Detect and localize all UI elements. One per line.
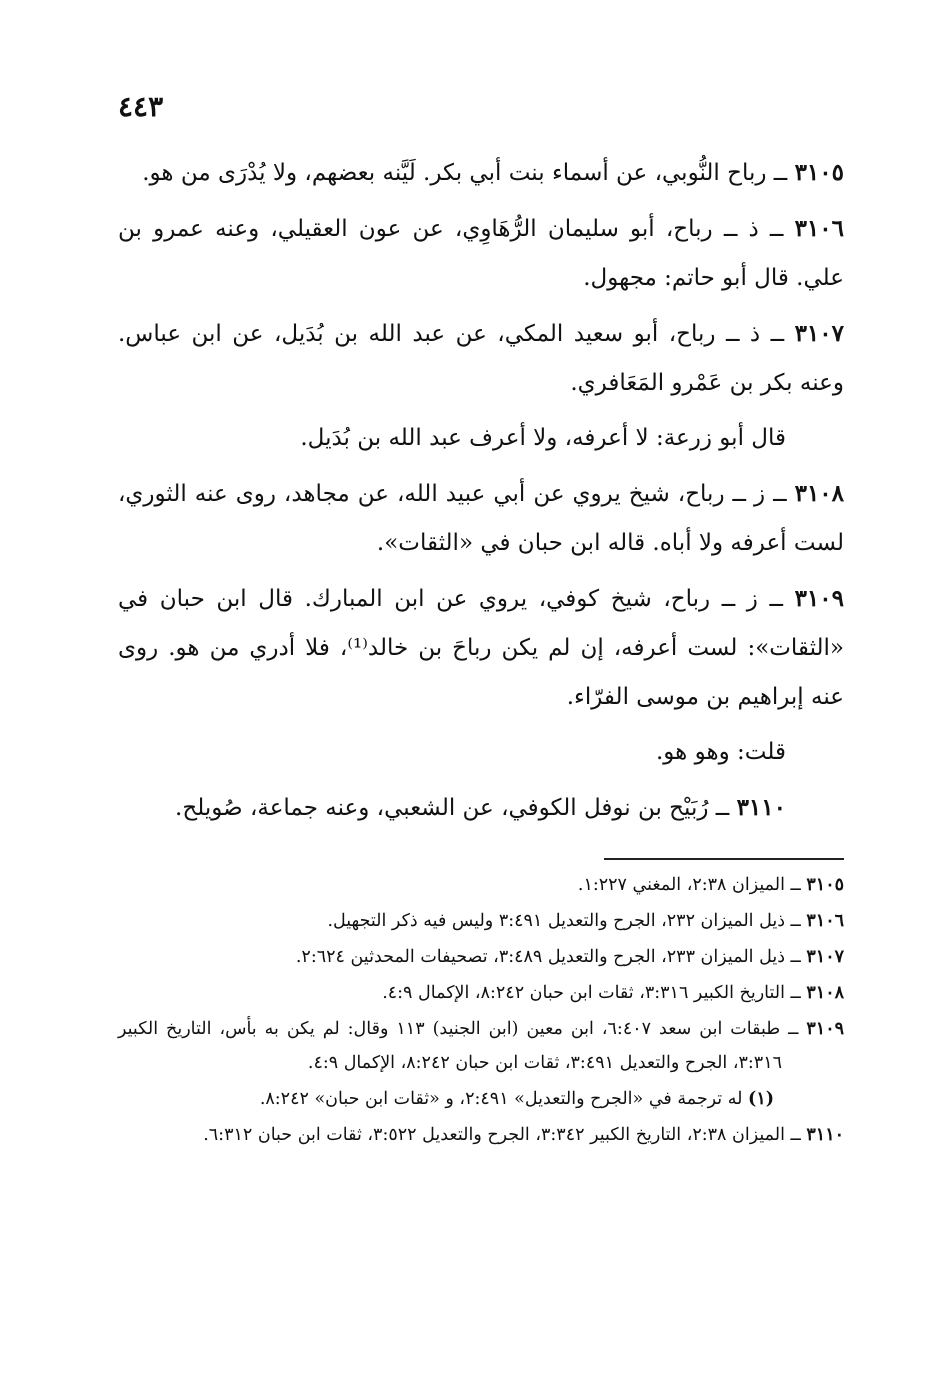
entry-text: ــ رُبَيْح بن نوفل الكوفي، عن الشعبي، وعنه جماعة، صُويلح. <box>175 795 730 821</box>
entry-3107 <box>118 309 844 408</box>
entry-text: قال أبو زرعة: لا أعرفه، ولا أعرف عبد الله بن بُدَيل. <box>300 425 786 451</box>
entry-number: ٣١٠٩ <box>794 585 844 612</box>
note-number: ٣١٠٥ <box>806 875 844 895</box>
entry-text: ــ ذ ــ رباح، أبو سليمان الرُّهَاوِي، عن عون العقيلي، وعنه عمرو بن علي. قال أبو حاتم: مجهول. <box>118 216 844 291</box>
note-3109 <box>118 1012 844 1080</box>
note-3105 <box>118 868 844 902</box>
note-text: ــ الميزان ٢:٣٨، التاريخ الكبير ٣:٣٤٢، الجرح والتعديل ٣:٥٢٢، ثقات ابن حبان ٦:٣١٢. <box>203 1125 801 1145</box>
entry-text: قلت: وهو هو. <box>655 739 786 765</box>
note-text: ــ طبقات ابن سعد ٦:٤٠٧، ابن معين (ابن الجنيد) ١١٣ وقال: لم يكن به بأس، التاريخ الكبير ٣:٣١٦، الجرح والتعديل ٣:٤٩١، ثقات ابن حبان ٨:٢٤٢، الإكمال ٤:٩. <box>118 1019 799 1073</box>
note-number: ٣١٠٧ <box>806 947 844 967</box>
entry-3108 <box>118 469 844 568</box>
entry-text: ــ رباح النُّوبي، عن أسماء بنت أبي بكر. لَيَّنه بعضهم، ولا يُدْرَى من هو. <box>142 160 788 186</box>
note-number: (١) <box>748 1089 774 1109</box>
note-text: ــ الميزان ٢:٣٨، المغني ١:٢٢٧. <box>577 875 801 895</box>
entry-number: ٣١٠٥ <box>794 159 844 186</box>
note-number: ٣١١٠ <box>806 1125 844 1145</box>
entry-3109-comment <box>118 728 844 777</box>
note-3106 <box>118 904 844 938</box>
entry-3110 <box>118 783 844 833</box>
note-number: ٣١٠٩ <box>806 1019 844 1039</box>
entry-3105 <box>118 148 844 198</box>
entry-3109 <box>118 574 844 722</box>
entry-3107-comment <box>118 414 844 463</box>
note-text: له ترجمة في «الجرح والتعديل» ٢:٤٩١، و «ثقات ابن حبان» ٨:٢٤٢. <box>259 1089 743 1109</box>
note-3110 <box>118 1118 844 1152</box>
entry-text: ــ ز ــ رباح، شيخ كوفي، يروي عن ابن المبارك. قال ابن حبان في «الثقات»: لست أعرفه، إن لم يكن رباحَ بن خالد⁽¹⁾، فلا أدري من هو. روى عنه إبراهيم بن موسى الفرّاء. <box>118 586 844 710</box>
entry-text: ــ ذ ــ رباح، أبو سعيد المكي، عن عبد الله بن بُدَيل، عن ابن عباس. وعنه بكر بن عَمْرو المَعَافري. <box>118 321 844 396</box>
entry-number: ٣١٠٨ <box>794 480 845 507</box>
note-number: ٣١٠٨ <box>806 983 844 1003</box>
entry-number: ٣١٠٦ <box>794 215 844 242</box>
entry-text: ــ ز ــ رباح، شيخ يروي عن أبي عبيد الله، عن مجاهد، روى عنه الثوري، لست أعرفه ولا أباه. قاله ابن حبان في «الثقات». <box>118 481 844 556</box>
note-text: ــ ذيل الميزان ٢٣٣، الجرح والتعديل ٣:٤٨٩، تصحيفات المحدثين ٢:٦٢٤. <box>295 947 801 967</box>
note-3108 <box>118 976 844 1010</box>
entry-number: ٣١٠٧ <box>794 320 844 347</box>
main-text <box>118 148 844 839</box>
entry-3106 <box>118 204 844 303</box>
note-text: ــ ذيل الميزان ٢٣٢، الجرح والتعديل ٣:٤٩١ وليس فيه ذكر التجهيل. <box>327 911 801 931</box>
note-3107 <box>118 940 844 974</box>
page-number: ٤٤٣ <box>118 90 164 123</box>
footnotes <box>118 868 844 1154</box>
entry-number: ٣١١٠ <box>736 794 786 821</box>
footnote-1 <box>118 1082 844 1116</box>
footnote-divider <box>604 858 844 860</box>
note-number: ٣١٠٦ <box>806 911 844 931</box>
note-text: ــ التاريخ الكبير ٣:٣١٦، ثقات ابن حبان ٨:٢٤٢، الإكمال ٤:٩. <box>382 983 801 1003</box>
